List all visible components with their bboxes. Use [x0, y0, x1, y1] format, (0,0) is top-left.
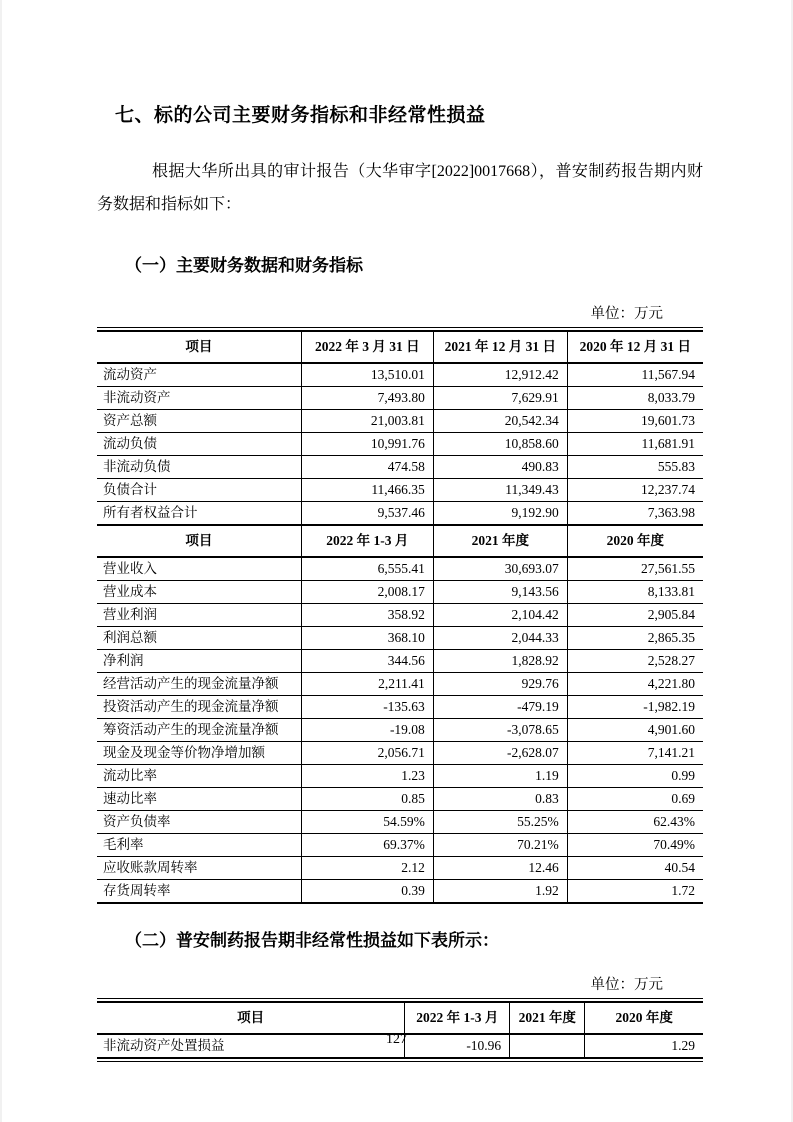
cell-value: 10,991.76 [301, 433, 433, 456]
cell-value: 9,192.90 [433, 502, 567, 526]
column-header: 2021 年 12 月 31 日 [433, 331, 567, 363]
row-label: 流动资产 [97, 363, 301, 387]
financial-indicators-table [97, 330, 703, 904]
column-header: 2022 年 1-3 月 [301, 525, 433, 557]
table-row [97, 410, 703, 433]
row-label: 筹资活动产生的现金流量净额 [97, 719, 301, 742]
column-header: 2020 年 12 月 31 日 [567, 331, 703, 363]
cell-value: 40.54 [567, 857, 703, 880]
table-row [97, 811, 703, 834]
cell-value: -1,982.19 [567, 696, 703, 719]
table-header-row [97, 1002, 703, 1034]
row-label: 非流动资产处置损益 [97, 1034, 405, 1058]
table-row [97, 581, 703, 604]
cell-value: 62.43% [567, 811, 703, 834]
cell-value: 2,211.41 [301, 673, 433, 696]
table-row [97, 719, 703, 742]
cell-value: 0.39 [301, 880, 433, 904]
cell-value: 7,141.21 [567, 742, 703, 765]
table-row [97, 479, 703, 502]
cell-value: 0.99 [567, 765, 703, 788]
column-header: 项目 [97, 1002, 405, 1034]
cell-value: 4,221.80 [567, 673, 703, 696]
page-content [97, 100, 703, 1062]
table-row [97, 857, 703, 880]
column-header: 2021 年度 [433, 525, 567, 557]
financial-table-wrapper [97, 327, 703, 904]
cell-value: 2,008.17 [301, 581, 433, 604]
table-row [97, 696, 703, 719]
cell-value: 2,865.35 [567, 627, 703, 650]
row-label: 负债合计 [97, 479, 301, 502]
row-label: 速动比率 [97, 788, 301, 811]
row-label: 毛利率 [97, 834, 301, 857]
table-row [97, 502, 703, 526]
column-header: 项目 [97, 331, 301, 363]
table-row [97, 363, 703, 387]
cell-value: 7,363.98 [567, 502, 703, 526]
cell-value: 21,003.81 [301, 410, 433, 433]
cell-value: 12,912.42 [433, 363, 567, 387]
row-label: 资产负债率 [97, 811, 301, 834]
cell-value: 490.83 [433, 456, 567, 479]
cell-value: 6,555.41 [301, 557, 433, 581]
row-label: 现金及现金等价物净增加额 [97, 742, 301, 765]
cell-value: -135.63 [301, 696, 433, 719]
cell-value: 0.69 [567, 788, 703, 811]
column-header: 2020 年度 [567, 525, 703, 557]
cell-value: 4,901.60 [567, 719, 703, 742]
cell-value: 54.59% [301, 811, 433, 834]
cell-value: 368.10 [301, 627, 433, 650]
cell-value: -479.19 [433, 696, 567, 719]
cell-value: 27,561.55 [567, 557, 703, 581]
table-row [97, 604, 703, 627]
row-label: 投资活动产生的现金流量净额 [97, 696, 301, 719]
subsection-heading-1: （一）主要财务数据和财务指标 [125, 256, 363, 275]
cell-value: 11,466.35 [301, 479, 433, 502]
cell-value: 0.85 [301, 788, 433, 811]
section-title: 七、标的公司主要财务指标和非经常性损益 [115, 105, 486, 126]
row-label: 利润总额 [97, 627, 301, 650]
cell-value: 2,056.71 [301, 742, 433, 765]
row-label: 非流动资产 [97, 387, 301, 410]
cell-value: 2,905.84 [567, 604, 703, 627]
column-header: 项目 [97, 525, 301, 557]
table-header-row [97, 331, 703, 363]
cell-value: 7,629.91 [433, 387, 567, 410]
page-number: 127 [386, 1032, 407, 1047]
table-row [97, 433, 703, 456]
cell-value: 1.72 [567, 880, 703, 904]
cell-value: 8,133.81 [567, 581, 703, 604]
nonrecurring-items-table [97, 1001, 703, 1059]
table-row [97, 880, 703, 904]
unit-label-2: 单位：万元 [590, 977, 663, 993]
table-row [97, 557, 703, 581]
column-header: 2020 年度 [585, 1002, 703, 1034]
table-row [97, 650, 703, 673]
subsection-heading-2: （二）普安制药报告期非经常性损益如下表所示： [125, 931, 499, 950]
row-label: 营业成本 [97, 581, 301, 604]
cell-value: -3,078.65 [433, 719, 567, 742]
row-label: 资产总额 [97, 410, 301, 433]
cell-value: 1.19 [433, 765, 567, 788]
cell-value: 10,858.60 [433, 433, 567, 456]
cell-value: 13,510.01 [301, 363, 433, 387]
column-header: 2022 年 3 月 31 日 [301, 331, 433, 363]
cell-value: -2,628.07 [433, 742, 567, 765]
cell-value: 1.23 [301, 765, 433, 788]
cell-value: -10.96 [405, 1034, 510, 1058]
cell-value: 1.29 [585, 1034, 703, 1058]
cell-value: 929.76 [433, 673, 567, 696]
cell-value: 2,528.27 [567, 650, 703, 673]
table-row [97, 456, 703, 479]
cell-value: 358.92 [301, 604, 433, 627]
cell-value: 2,104.42 [433, 604, 567, 627]
cell-value: 20,542.34 [433, 410, 567, 433]
table-row [97, 834, 703, 857]
cell-value: 9,537.46 [301, 502, 433, 526]
row-label: 存货周转率 [97, 880, 301, 904]
cell-value: 19,601.73 [567, 410, 703, 433]
cell-value: 11,349.43 [433, 479, 567, 502]
row-label: 应收账款周转率 [97, 857, 301, 880]
row-label: 流动比率 [97, 765, 301, 788]
row-label: 非流动负债 [97, 456, 301, 479]
cell-value: 11,567.94 [567, 363, 703, 387]
row-label: 净利润 [97, 650, 301, 673]
cell-value: 1.92 [433, 880, 567, 904]
cell-value: 2,044.33 [433, 627, 567, 650]
cell-value: -19.08 [301, 719, 433, 742]
cell-value: 11,681.91 [567, 433, 703, 456]
cell-value: 344.56 [301, 650, 433, 673]
row-label: 流动负债 [97, 433, 301, 456]
cell-value: 0.83 [433, 788, 567, 811]
nonrecurring-table-wrapper [97, 998, 703, 1062]
table-row [97, 627, 703, 650]
row-label: 经营活动产生的现金流量净额 [97, 673, 301, 696]
cell-value: 12.46 [433, 857, 567, 880]
row-label: 所有者权益合计 [97, 502, 301, 526]
table-row [97, 742, 703, 765]
table-header-row [97, 525, 703, 557]
cell-value: 9,143.56 [433, 581, 567, 604]
cell-value: 555.83 [567, 456, 703, 479]
table-row [97, 788, 703, 811]
table-row [97, 765, 703, 788]
cell-value: 70.21% [433, 834, 567, 857]
row-label: 营业收入 [97, 557, 301, 581]
cell-value: 55.25% [433, 811, 567, 834]
cell-value: 30,693.07 [433, 557, 567, 581]
cell-value: 69.37% [301, 834, 433, 857]
intro-paragraph: 根据大华所出具的审计报告（大华审字[2022]0017668），普安制药报告期内财务数据和指标如下： [97, 163, 703, 213]
table-row [97, 387, 703, 410]
unit-label-1: 单位：万元 [590, 306, 663, 322]
cell-value: 7,493.80 [301, 387, 433, 410]
cell-value: 12,237.74 [567, 479, 703, 502]
cell-value: 8,033.79 [567, 387, 703, 410]
cell-value: 474.58 [301, 456, 433, 479]
cell-value: 2.12 [301, 857, 433, 880]
cell-value: 1,828.92 [433, 650, 567, 673]
cell-value: 70.49% [567, 834, 703, 857]
table-row [97, 673, 703, 696]
row-label: 营业利润 [97, 604, 301, 627]
column-header: 2022 年 1-3 月 [405, 1002, 510, 1034]
column-header: 2021 年度 [510, 1002, 585, 1034]
